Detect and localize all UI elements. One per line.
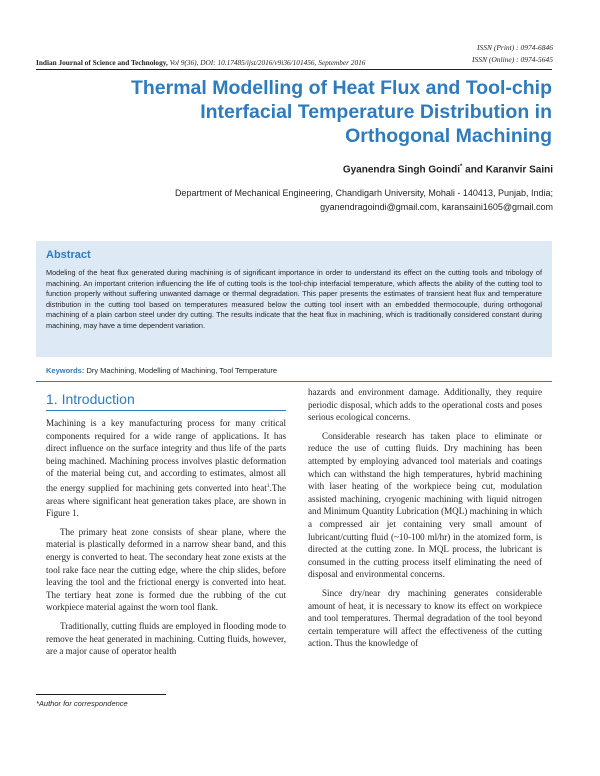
affiliation-line: Department of Mechanical Engineering, Chandigarh University, Mohali - 140413, Punjab, India;	[174, 188, 553, 198]
paragraph: Considerable research has taken place to eliminate or reduce the use of cutting fluids. Dry machining has been attempted by employing advanced tool materials and coatings which can withstand the high temperatures, hybrid machining with laser heating of the workpiece being cut, modulation assisted machining, cryogenic machining with liquid nitrogen and Minimum Quantity Lubrication (MQL) machining in which a compressed air jet containing very small amount of lubricant/cutting fluid (~10-100 ml/hr) in the atomized form, is directed at the cutting zone. In MQL process, the lubricant is consumed in the cutting process itself eliminating the need of disposal and environmental concerns.	[308, 430, 542, 580]
title-line-3: Orthogonal Machining	[345, 125, 552, 147]
journal-name: Indian Journal of Science and Technology,	[36, 58, 168, 67]
paper-title	[90, 76, 552, 148]
column-right	[308, 386, 542, 656]
keywords-rule	[36, 381, 552, 382]
section-heading-rule	[46, 410, 286, 411]
keywords-text: Dry Machining, Modelling of Machining, Tool Temperature	[86, 366, 278, 375]
issn-print: ISSN (Print) : 0974-6846	[476, 43, 553, 52]
corresponding-mark: *	[460, 164, 463, 170]
citation-details: Vol 9(36), DOI: 10.17485/ijst/2016/v9i36/101456, September 2016	[169, 58, 366, 67]
authors	[343, 164, 553, 175]
journal-citation	[36, 58, 552, 67]
title-line-2: Interfacial Temperature Distribution in	[200, 101, 552, 123]
column-left	[46, 417, 286, 664]
footnote: *Author for correspondence	[36, 699, 128, 708]
abstract-text: Modeling of the heat flux generated during machining is of significant importance in order to understand its effect on the cutting tools and tribology of machining. An important criterion influencing the life of cutting tools is the tool-chip interfacial temperature, which affects the ability of the cutting tool to function properly without suffering unwanted damage or thermal degradation. This paper presents the estimates of transient heat flux and temperature distribution in the cutting tool based on temperatures measured below the cutting tool insert with an embedded thermocouple, during orthogonal machining of a plain carbon steel under dry cutting. The results indicate that the heat flux in machining, which is traditionally considered constant during machining, may have a time dependent variation.	[46, 268, 542, 330]
keywords	[46, 366, 277, 375]
author-2: Karanvir Saini	[485, 164, 553, 176]
reference-mark: 1	[266, 482, 270, 489]
footnote-rule	[36, 694, 166, 695]
title-line-1: Thermal Modelling of Heat Flux and Tool-chip	[130, 77, 552, 99]
section-heading: 1. Introduction	[46, 391, 135, 407]
paragraph: The primary heat zone consists of shear plane, where the material is plastically deformed in a narrow shear band, and this energy is converted to heat. The secondary heat zone exists at the tool rake face near the cutting edge, where the chip slides, before leaving the tool and the frictional energy is converted into heat. The tertiary heat zone is formed due the rubbing of the cut workpiece material against the worn tool flank.	[46, 526, 286, 613]
paragraph: Traditionally, cutting fluids are employed in flooding mode to remove the heat generated in machining. Cutting fluids, however, are a major cause of operator health	[46, 620, 286, 657]
paragraph: Since dry/near dry machining generates considerable amount of heat, it is necessary to know its effect on workpiece and tool temperatures. Thermal degradation of the tool beyond certain temperature will affect the effectiveness of the cutting action. Thus the knowledge of	[308, 587, 542, 649]
abstract-heading: Abstract	[46, 249, 91, 261]
paragraph: hazards and environment damage. Additionally, they require periodic disposal, which adds to the operational costs and poses serious ecological concerns.	[308, 387, 542, 423]
issn-online: ISSN (Online) : 0974-5645	[471, 55, 553, 64]
paragraph: Machining is a key manufacturing process for many critical components required for a wide range of applications. It has direct influence on the surface integrity and thus life of the parts being machined. Machining process involves plastic deformation of the material being cut, and according to estimates, almost all the energy supplied for machining gets converted into heat$^1$.The areas where significant heat generation takes place, are shown in Figure 1.	[46, 418, 286, 519]
header-rule	[36, 69, 552, 70]
keywords-label: Keywords:	[46, 366, 85, 375]
affiliation	[153, 186, 553, 214]
author-emails: gyanendragoindi@gmail.com, karansaini1605@gmail.com	[320, 202, 553, 212]
author-separator: and	[462, 164, 486, 176]
author-1: Gyanendra Singh Goindi	[342, 164, 461, 176]
